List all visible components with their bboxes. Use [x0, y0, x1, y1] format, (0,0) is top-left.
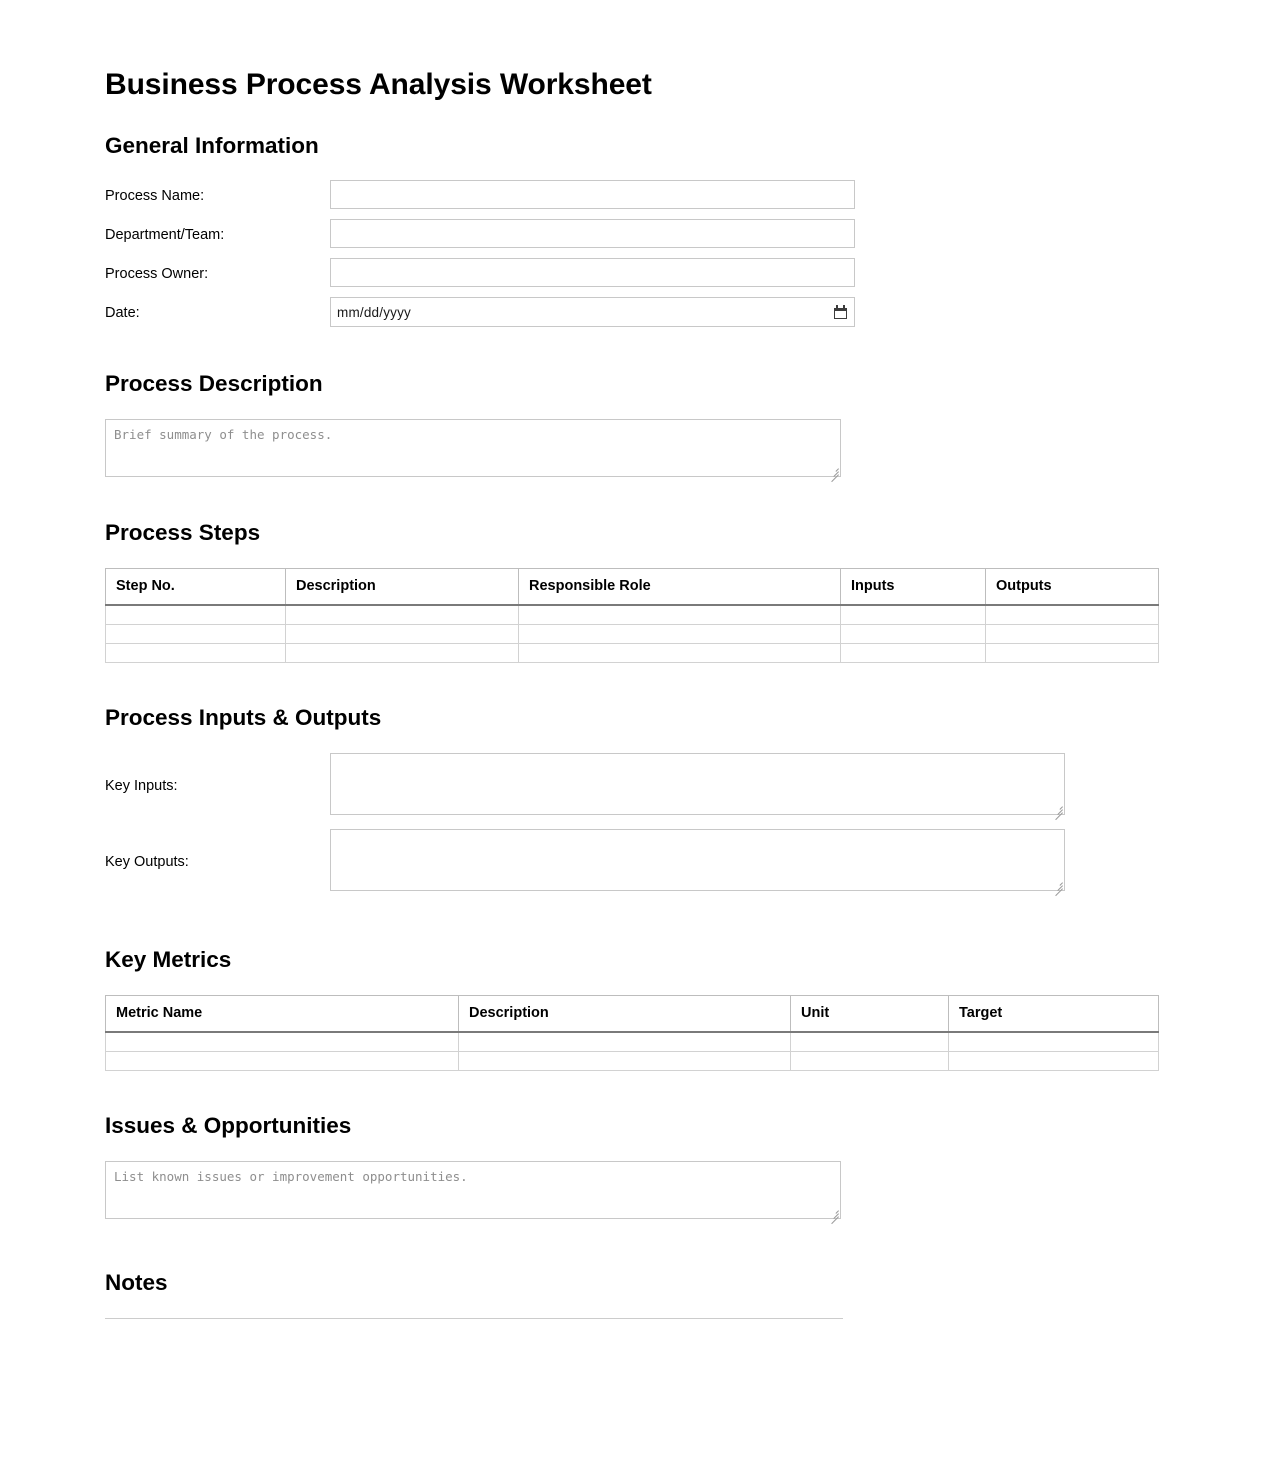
- key-inputs-textarea[interactable]: [330, 753, 1065, 815]
- cell-target[interactable]: [949, 1032, 1159, 1052]
- column-header-inputs: Inputs: [841, 569, 986, 606]
- process-steps-heading: Process Steps: [105, 520, 261, 546]
- cell-description[interactable]: [286, 644, 519, 663]
- general-information-heading: General Information: [105, 132, 319, 158]
- key-inputs-textarea-wrap: [330, 753, 1065, 815]
- cell-description[interactable]: [459, 1032, 791, 1052]
- calendar-icon[interactable]: [834, 305, 847, 319]
- date-placeholder-text: mm/dd/yyyy: [337, 304, 412, 320]
- cell-responsible-role[interactable]: [519, 605, 841, 625]
- cell-step-no[interactable]: [106, 644, 286, 663]
- cell-outputs[interactable]: [986, 605, 1159, 625]
- cell-step-no[interactable]: [106, 605, 286, 625]
- table-header-row: [106, 569, 1159, 606]
- process-owner-input[interactable]: [330, 258, 855, 287]
- cell-inputs[interactable]: [841, 605, 986, 625]
- process-description-section: [105, 371, 1263, 482]
- cell-unit[interactable]: [791, 1032, 949, 1052]
- cell-inputs[interactable]: [841, 625, 986, 644]
- cell-description[interactable]: [286, 625, 519, 644]
- table-row: [106, 1051, 1159, 1070]
- key-outputs-textarea-wrap: [330, 829, 1065, 891]
- process-inputs-outputs-section: [105, 705, 1263, 891]
- process-inputs-outputs-heading: Process Inputs & Outputs: [105, 705, 382, 731]
- cell-metric-name[interactable]: [106, 1051, 459, 1070]
- cell-target[interactable]: [949, 1051, 1159, 1070]
- process-steps-table: [105, 568, 1159, 663]
- field-row-process-owner: [105, 258, 1263, 287]
- column-header-description: Description: [459, 995, 791, 1032]
- key-metrics-table: [105, 995, 1159, 1071]
- cell-description[interactable]: [286, 605, 519, 625]
- column-header-description: Description: [286, 569, 519, 606]
- date-label: Date:: [105, 305, 140, 322]
- column-header-responsible-role: Responsible Role: [519, 569, 841, 606]
- notes-heading: Notes: [105, 1269, 168, 1295]
- column-header-unit: Unit: [791, 995, 949, 1032]
- issues-opportunities-textarea-wrap: [105, 1161, 841, 1219]
- key-inputs-label: Key Inputs:: [105, 778, 178, 794]
- department-team-label: Department/Team:: [105, 227, 225, 244]
- key-metrics-section: [105, 947, 1263, 1071]
- cell-metric-name[interactable]: [106, 1032, 459, 1052]
- process-steps-section: [105, 520, 1263, 663]
- process-description-textarea-wrap: [105, 419, 841, 477]
- cell-outputs[interactable]: [986, 644, 1159, 663]
- table-row: [106, 605, 1159, 625]
- cell-responsible-role[interactable]: [519, 644, 841, 663]
- cell-inputs[interactable]: [841, 644, 986, 663]
- table-header-row: [106, 995, 1159, 1032]
- cell-unit[interactable]: [791, 1051, 949, 1070]
- cell-outputs[interactable]: [986, 625, 1159, 644]
- key-metrics-heading: Key Metrics: [105, 947, 232, 972]
- column-header-target: Target: [949, 995, 1159, 1032]
- issues-opportunities-heading: Issues & Opportunities: [105, 1112, 352, 1138]
- page-title: Business Process Analysis Worksheet: [105, 68, 652, 101]
- table-row: [106, 644, 1159, 663]
- key-outputs-textarea[interactable]: [330, 829, 1065, 891]
- table-row: [106, 1032, 1159, 1052]
- column-header-metric-name: Metric Name: [106, 995, 459, 1032]
- process-description-textarea[interactable]: [105, 419, 841, 477]
- issues-opportunities-section: [105, 1113, 1263, 1224]
- notes-section: [105, 1270, 1263, 1319]
- process-name-input[interactable]: [330, 180, 855, 209]
- process-owner-label: Process Owner:: [105, 266, 209, 283]
- notes-divider: [105, 1318, 843, 1319]
- process-description-heading: Process Description: [105, 371, 323, 397]
- field-row-key-outputs: [105, 829, 1263, 891]
- cell-description[interactable]: [459, 1051, 791, 1070]
- column-header-step-no: Step No.: [106, 569, 286, 606]
- department-team-input[interactable]: [330, 219, 855, 248]
- field-row-key-inputs: [105, 753, 1263, 815]
- cell-step-no[interactable]: [106, 625, 286, 644]
- field-row-date: [105, 297, 1263, 327]
- process-name-label: Process Name:: [105, 188, 205, 205]
- date-input[interactable]: [330, 297, 855, 327]
- cell-responsible-role[interactable]: [519, 625, 841, 644]
- field-row-department-team: [105, 219, 1263, 248]
- general-information-section: [105, 133, 1263, 328]
- key-outputs-label: Key Outputs:: [105, 854, 189, 870]
- field-row-process-name: [105, 180, 1263, 209]
- issues-opportunities-textarea[interactable]: [105, 1161, 841, 1219]
- table-row: [106, 625, 1159, 644]
- column-header-outputs: Outputs: [986, 569, 1159, 606]
